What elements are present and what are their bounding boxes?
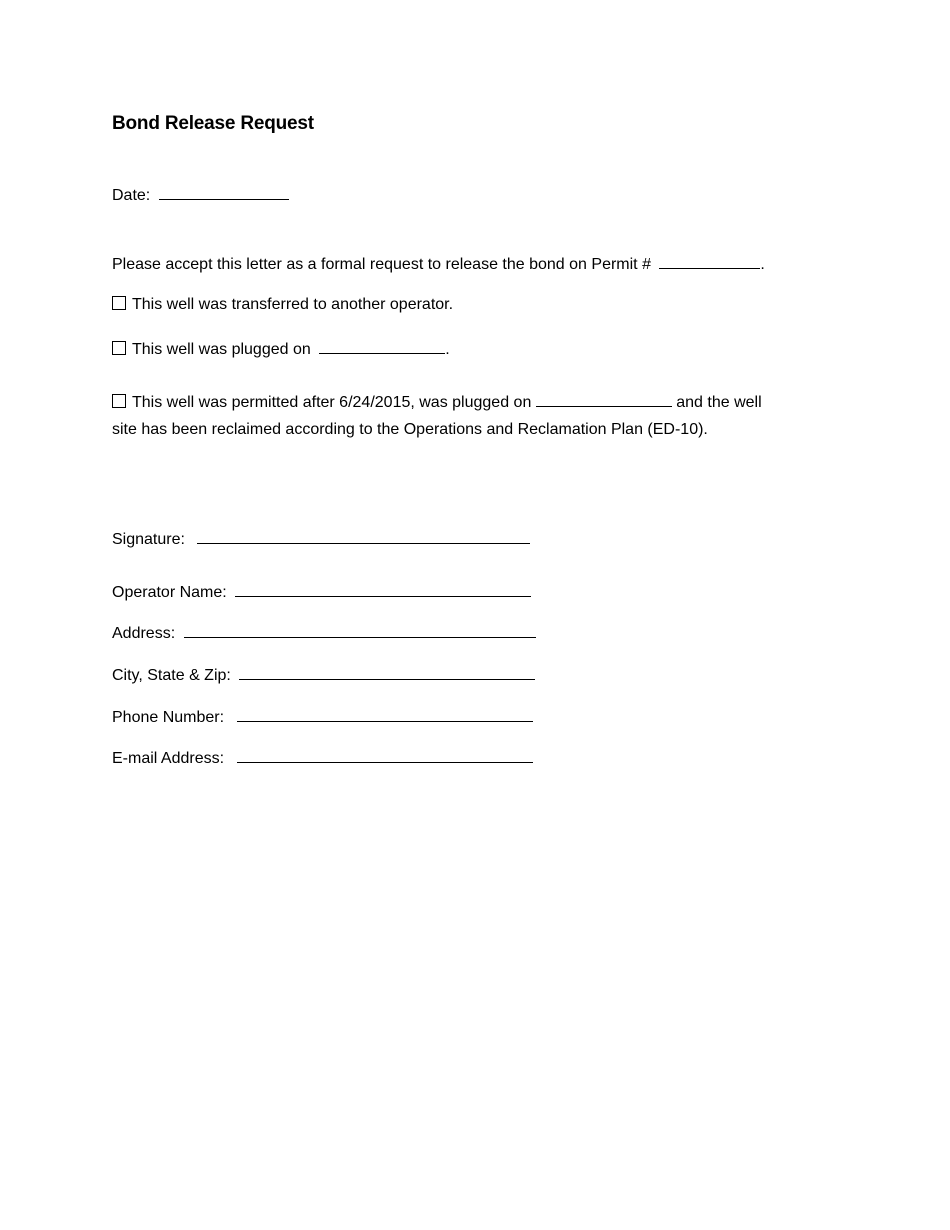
checkbox-transferred[interactable] — [112, 296, 126, 310]
option-plugged: This well was plugged on . — [112, 339, 450, 359]
intro-row: Please accept this letter as a formal request to release the bond on Permit # . — [112, 256, 765, 273]
checkbox-plugged[interactable] — [112, 341, 126, 355]
checkbox-reclaimed[interactable] — [112, 394, 126, 408]
phone-number-label: Phone Number: — [112, 709, 225, 726]
email-address-label: E-mail Address: — [112, 750, 225, 767]
date-label: Date: — [112, 187, 151, 204]
phone-number-field[interactable] — [237, 707, 533, 722]
city-state-zip-row — [112, 665, 535, 685]
date-field[interactable] — [159, 185, 289, 200]
operator-name-label: Operator Name: — [112, 584, 227, 601]
option-reclaimed-line2: site has been reclaimed according to the Operations and Reclamation Plan (ED-10). — [112, 421, 708, 438]
permit-number-field[interactable] — [659, 254, 760, 269]
city-state-zip-field[interactable] — [239, 665, 535, 680]
operator-name-row — [112, 582, 531, 602]
option-reclaimed-text-before: This well was permitted after 6/24/2015, was plugged on — [132, 394, 532, 411]
phone-number-row — [112, 707, 533, 727]
plugged-date-field[interactable] — [319, 339, 445, 354]
address-field[interactable] — [184, 623, 536, 638]
reclaimed-plugged-date-field[interactable] — [536, 392, 672, 407]
option-transferred-text: This well was transferred to another operator. — [132, 296, 454, 313]
address-label: Address: — [112, 625, 176, 642]
date-row — [112, 185, 289, 205]
signature-field[interactable] — [197, 529, 530, 544]
intro-text: Please accept this letter as a formal request to release the bond on Permit # — [112, 256, 651, 273]
address-row — [112, 623, 536, 643]
document-title: Bond Release Request — [112, 113, 314, 134]
email-address-field[interactable] — [237, 748, 533, 763]
option-reclaimed — [112, 389, 832, 443]
signature-label: Signature: — [112, 531, 185, 548]
email-address-row — [112, 748, 533, 768]
option-transferred — [112, 296, 453, 314]
operator-name-field[interactable] — [235, 582, 531, 597]
option-reclaimed-text-after: and the well — [676, 394, 762, 411]
option-plugged-text: This well was plugged on — [132, 341, 311, 358]
signature-row — [112, 529, 530, 549]
city-state-zip-label: City, State & Zip: — [112, 667, 231, 684]
